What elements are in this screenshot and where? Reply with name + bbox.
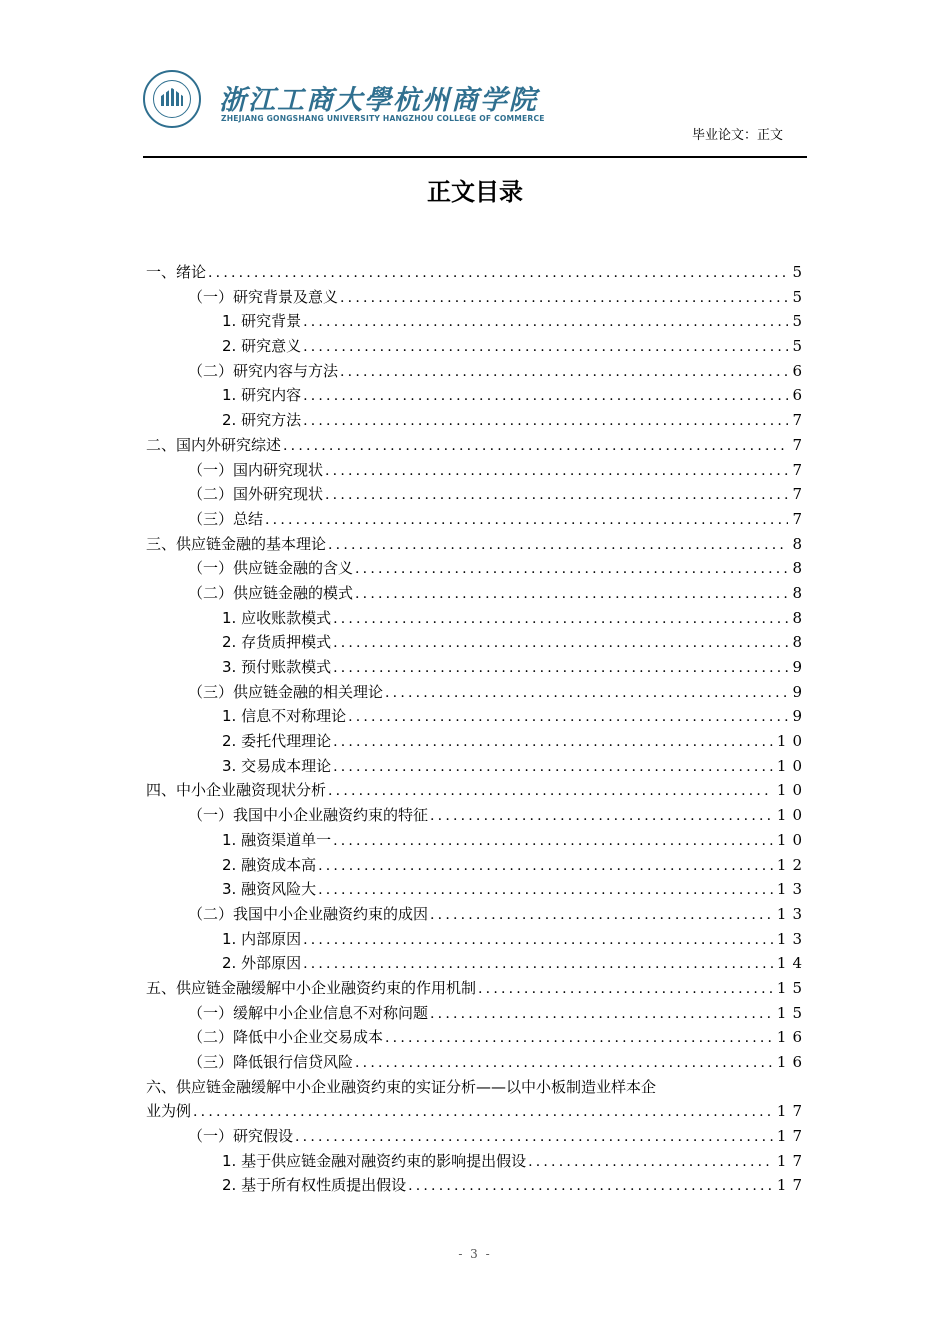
toc-page-number: 16 bbox=[776, 1028, 808, 1047]
toc-entry-text: 2. 融资成本高 bbox=[222, 855, 317, 874]
toc-page-number: 16 bbox=[776, 1053, 808, 1071]
toc-entry-text: 四、中小企业融资现状分析 bbox=[146, 781, 327, 800]
toc-page-number: 5 bbox=[792, 312, 808, 331]
toc-leader-dots bbox=[355, 582, 788, 607]
toc-entry-text: 3. 预付账款模式 bbox=[222, 658, 332, 676]
toc-entry-text: （二）供应链金融的模式 bbox=[188, 583, 354, 602]
toc-entry-text: 1. 信息不对称理论 bbox=[222, 707, 347, 726]
toc-entry bbox=[146, 581, 808, 606]
toc-page-number: 10 bbox=[776, 781, 808, 800]
toc-entry-text: 五、供应链金融缓解中小企业融资约束的作用机制 bbox=[146, 978, 477, 997]
toc-entry-text: （一）研究背景及意义 bbox=[188, 287, 339, 306]
toc-entry bbox=[146, 408, 808, 433]
toc-entry-text: （三）供应链金融的相关理论 bbox=[188, 682, 384, 701]
toc-entry-text: 2. 研究方法 bbox=[222, 411, 302, 430]
toc-leader-dots bbox=[303, 310, 788, 335]
toc-leader-dots bbox=[303, 952, 773, 977]
toc-leader-dots bbox=[355, 557, 788, 582]
toc-page-number: 17 bbox=[776, 1176, 808, 1195]
toc-leader-dots bbox=[430, 1002, 773, 1027]
toc-leader-dots bbox=[340, 286, 788, 311]
toc-entry-text-line2: 业为例 bbox=[146, 1102, 192, 1121]
toc-entry-wrapped bbox=[146, 1075, 808, 1124]
toc-leader-dots bbox=[325, 483, 788, 508]
toc-leader-dots bbox=[430, 903, 773, 928]
toc-page-number: 13 bbox=[776, 880, 808, 899]
table-of-contents bbox=[146, 260, 808, 1198]
toc-leader-dots bbox=[193, 1100, 773, 1125]
toc-leader-dots bbox=[208, 261, 788, 286]
university-seal-icon bbox=[143, 70, 201, 128]
toc-entry bbox=[146, 309, 808, 334]
toc-entry-text: （二）降低中小企业交易成本 bbox=[188, 1028, 384, 1047]
toc-page-number: 7 bbox=[792, 435, 808, 454]
toc-leader-dots bbox=[348, 705, 788, 730]
toc-page-number: 17 bbox=[776, 1127, 808, 1146]
toc-leader-dots bbox=[318, 854, 773, 879]
toc-leader-dots bbox=[318, 878, 773, 903]
toc-entry bbox=[146, 754, 808, 779]
toc-entry bbox=[146, 285, 808, 310]
toc-entry bbox=[146, 359, 808, 384]
toc-page-number: 7 bbox=[792, 411, 808, 430]
toc-entry-text: 1. 应收账款模式 bbox=[222, 608, 332, 627]
page-header bbox=[143, 62, 807, 160]
toc-entry bbox=[146, 927, 808, 952]
toc-entry-text: 1. 基于供应链金融对融资约束的影响提出假设 bbox=[222, 1151, 527, 1170]
toc-leader-dots bbox=[333, 607, 788, 632]
toc-leader-dots bbox=[295, 1125, 773, 1150]
toc-entry bbox=[146, 655, 808, 680]
toc-leader-dots bbox=[303, 928, 773, 953]
page-number: - 3 - bbox=[458, 1247, 492, 1261]
toc-entry bbox=[146, 507, 808, 532]
toc-entry-text: （二）我国中小企业融资约束的成因 bbox=[188, 904, 429, 923]
toc-entry bbox=[146, 778, 808, 803]
toc-page-number: 10 bbox=[776, 830, 808, 849]
toc-page-number: 10 bbox=[776, 806, 808, 825]
toc-leader-dots bbox=[355, 1051, 773, 1076]
toc-leader-dots bbox=[478, 977, 773, 1002]
toc-leader-dots bbox=[333, 656, 788, 681]
toc-entry-text: 1. 内部原因 bbox=[222, 929, 302, 948]
toc-leader-dots bbox=[303, 335, 788, 360]
toc-leader-dots bbox=[328, 533, 788, 558]
toc-entry bbox=[146, 433, 808, 458]
toc-page-number: 10 bbox=[776, 732, 808, 751]
toc-leader-dots bbox=[303, 409, 788, 434]
toc-entry-text: （三）降低银行信贷风险 bbox=[188, 1053, 354, 1071]
toc-entry bbox=[146, 1025, 808, 1050]
toc-page-number: 8 bbox=[792, 583, 808, 602]
toc-entry-text: 2. 委托代理理论 bbox=[222, 732, 332, 751]
toc-entry-text: 1. 融资渠道单一 bbox=[222, 830, 332, 849]
toc-entry-text: 2. 基于所有权性质提出假设 bbox=[222, 1176, 407, 1195]
toc-entry bbox=[146, 729, 808, 754]
toc-page-number: 8 bbox=[792, 534, 808, 553]
toc-leader-dots bbox=[328, 779, 773, 804]
toc-leader-dots bbox=[283, 434, 788, 459]
toc-entry bbox=[146, 1173, 808, 1198]
toc-entry-text: 三、供应链金融的基本理论 bbox=[146, 534, 327, 553]
toc-entry bbox=[146, 630, 808, 655]
toc-entry bbox=[146, 902, 808, 927]
toc-entry-text: （二）国外研究现状 bbox=[188, 485, 324, 504]
toc-page-number: 9 bbox=[792, 658, 808, 676]
toc-entry bbox=[146, 1124, 808, 1149]
toc-entry-text-line1: 六、供应链金融缓解中小企业融资约束的实证分析——以中小板制造业样本企 bbox=[146, 1077, 657, 1096]
toc-entry-text: （二）研究内容与方法 bbox=[188, 361, 339, 380]
toc-page-number: 6 bbox=[792, 386, 808, 405]
toc-leader-dots bbox=[325, 459, 788, 484]
toc-page-number: 12 bbox=[776, 855, 808, 874]
toc-page-number: 17 bbox=[776, 1102, 808, 1121]
toc-page-number: 13 bbox=[776, 904, 808, 923]
school-name-en: ZHEJIANG GONGSHANG UNIVERSITY HANGZHOU COLLEGE OF COMMERCE bbox=[221, 114, 545, 123]
toc-entry-text: 3. 交易成本理论 bbox=[222, 756, 332, 775]
page-title: 正文目录 bbox=[427, 178, 523, 206]
toc-page-number: 13 bbox=[776, 929, 808, 948]
toc-page-number: 9 bbox=[792, 707, 808, 726]
toc-leader-dots bbox=[340, 360, 788, 385]
toc-entry-text: （一）国内研究现状 bbox=[188, 460, 324, 479]
toc-entry bbox=[146, 680, 808, 705]
toc-leader-dots bbox=[385, 1026, 773, 1051]
toc-page-number: 15 bbox=[776, 1003, 808, 1022]
toc-leader-dots bbox=[333, 755, 773, 780]
toc-page-number: 8 bbox=[792, 608, 808, 627]
toc-entry bbox=[146, 482, 808, 507]
toc-leader-dots bbox=[333, 730, 773, 755]
toc-entry bbox=[146, 1149, 808, 1174]
header-rule bbox=[143, 156, 807, 158]
toc-entry-text: 一、绪论 bbox=[146, 263, 207, 281]
toc-entry-text: 3. 融资风险大 bbox=[222, 880, 317, 899]
header-section-label: 毕业论文：正文 bbox=[691, 128, 783, 143]
toc-page-number: 15 bbox=[776, 978, 808, 997]
toc-page-number: 9 bbox=[792, 682, 808, 701]
toc-entry bbox=[146, 556, 808, 581]
toc-entry bbox=[146, 976, 808, 1001]
toc-page-number: 8 bbox=[792, 559, 808, 578]
toc-entry bbox=[146, 383, 808, 408]
toc-entry-text: （一）我国中小企业融资约束的特征 bbox=[188, 806, 429, 825]
toc-entry-text: 2. 研究意义 bbox=[222, 337, 302, 356]
toc-leader-dots bbox=[385, 681, 788, 706]
toc-page-number: 5 bbox=[792, 287, 808, 306]
toc-page-number: 7 bbox=[792, 509, 808, 528]
toc-entry-text: 2. 外部原因 bbox=[222, 954, 302, 973]
toc-page-number: 8 bbox=[792, 633, 808, 652]
toc-leader-dots bbox=[265, 508, 788, 533]
toc-entry bbox=[146, 532, 808, 557]
toc-page-number: 10 bbox=[776, 756, 808, 775]
toc-entry-text: 1. 研究内容 bbox=[222, 386, 302, 405]
toc-leader-dots bbox=[333, 829, 773, 854]
toc-entry bbox=[146, 334, 808, 359]
toc-entry bbox=[146, 853, 808, 878]
toc-page-number: 14 bbox=[776, 954, 808, 973]
toc-page-number: 6 bbox=[792, 361, 808, 380]
toc-page-number: 7 bbox=[792, 485, 808, 504]
toc-leader-dots bbox=[303, 384, 788, 409]
toc-entry bbox=[146, 260, 808, 285]
toc-entry bbox=[146, 1001, 808, 1026]
toc-entry bbox=[146, 1050, 808, 1075]
toc-page-number: 5 bbox=[792, 263, 808, 281]
toc-entry-text: （一）研究假设 bbox=[188, 1127, 294, 1146]
toc-entry-text: （一）供应链金融的含义 bbox=[188, 559, 354, 578]
toc-leader-dots bbox=[333, 631, 788, 656]
toc-entry-text: 二、国内外研究综述 bbox=[146, 435, 282, 454]
toc-entry bbox=[146, 828, 808, 853]
school-name-cn: 浙江工商大學杭州商学院 bbox=[219, 85, 538, 116]
toc-leader-dots bbox=[528, 1150, 773, 1175]
toc-leader-dots bbox=[408, 1174, 773, 1199]
toc-page-number: 5 bbox=[792, 337, 808, 356]
toc-leader-dots bbox=[430, 804, 773, 829]
toc-entry-text: （三）总结 bbox=[188, 509, 264, 528]
toc-entry bbox=[146, 606, 808, 631]
toc-entry-text: 1. 研究背景 bbox=[222, 312, 302, 331]
toc-entry bbox=[146, 704, 808, 729]
toc-page-number: 17 bbox=[776, 1151, 808, 1170]
toc-page-number: 7 bbox=[792, 460, 808, 479]
toc-entry bbox=[146, 458, 808, 483]
toc-entry bbox=[146, 951, 808, 976]
toc-entry bbox=[146, 877, 808, 902]
toc-entry-text: 2. 存货质押模式 bbox=[222, 633, 332, 652]
toc-entry bbox=[146, 803, 808, 828]
toc-entry-text: （一）缓解中小企业信息不对称问题 bbox=[188, 1003, 429, 1022]
